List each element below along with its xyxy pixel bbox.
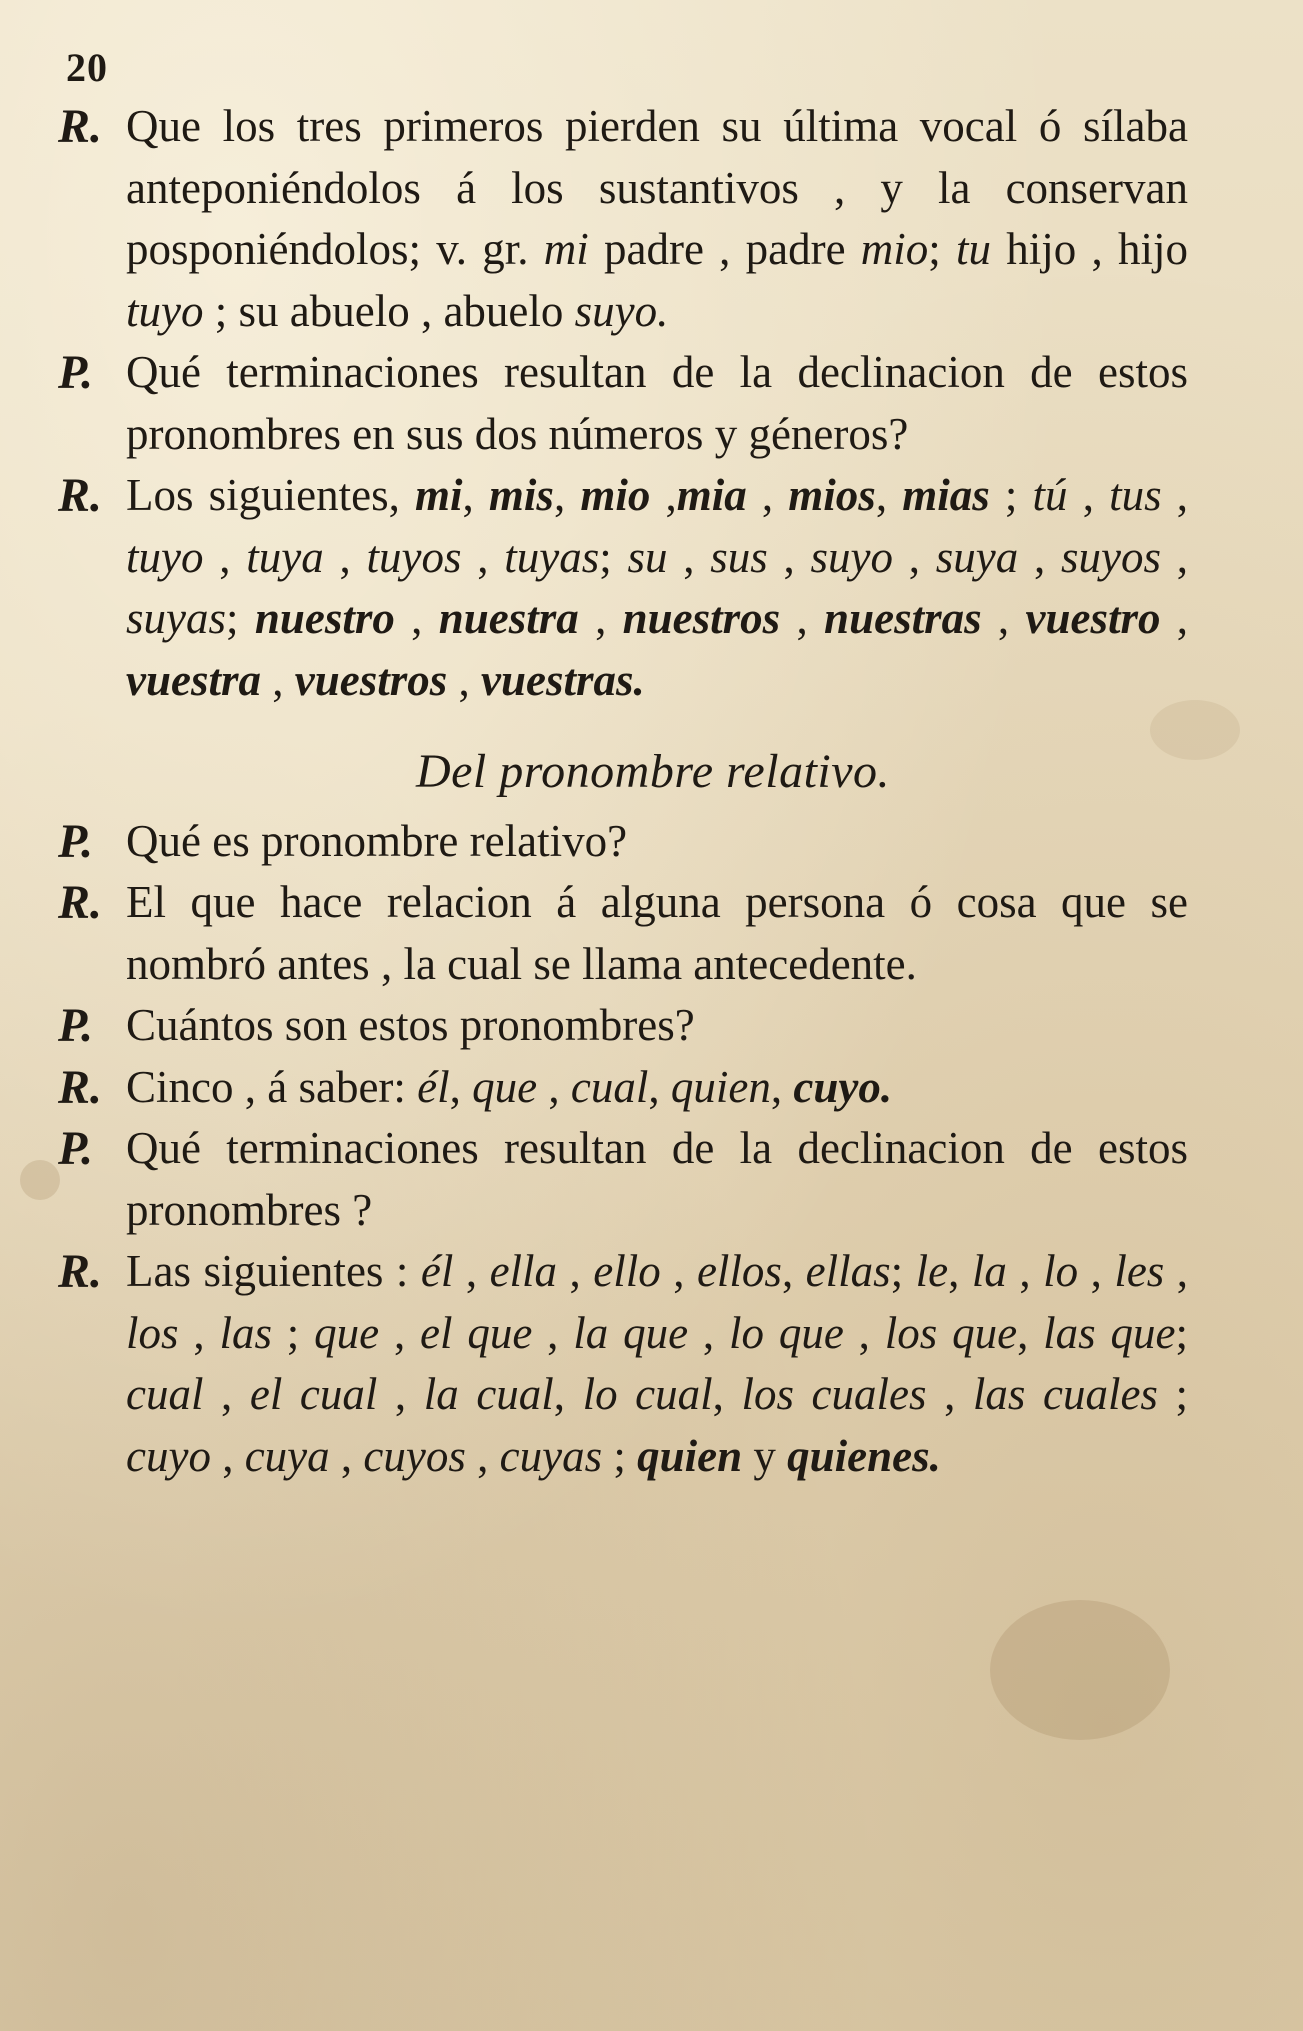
text-run: ; su abuelo , abuelo <box>203 285 575 336</box>
italic-term: tuyas <box>504 531 600 582</box>
text-run: , <box>1160 593 1189 643</box>
italic-term: mio <box>860 224 929 274</box>
italic-term: tuyos <box>366 531 462 582</box>
italic-term: que <box>472 1061 538 1112</box>
italic-term: las <box>219 1307 272 1358</box>
entry-text <box>126 872 1188 995</box>
text-run: ; <box>599 531 628 582</box>
italic-term: vuestra <box>126 654 261 705</box>
text-run: , <box>578 593 623 643</box>
italic-term: nuestras <box>824 593 982 643</box>
text-run: , <box>648 1061 671 1112</box>
text-run: , <box>767 531 811 582</box>
text-run: , <box>447 654 482 705</box>
italic-term: lo que <box>729 1307 844 1358</box>
answer-entry <box>58 1241 1188 1487</box>
italic-term: mio <box>580 470 651 520</box>
text-run: , <box>746 470 789 520</box>
question-entry <box>58 342 1188 465</box>
italic-term: la que <box>573 1307 689 1358</box>
italic-term: quien <box>670 1061 771 1112</box>
italic-term: él <box>417 1061 450 1112</box>
text-run: , <box>203 1369 250 1419</box>
italic-term: le <box>915 1246 949 1296</box>
entry-text <box>126 1241 1188 1487</box>
text-run: , <box>261 654 295 705</box>
question-entry <box>58 811 1188 873</box>
text-run: Qué es pronombre relativo? <box>126 815 628 866</box>
text-run: , <box>667 531 711 582</box>
italic-term: que <box>314 1307 380 1358</box>
answer-marker: R. <box>58 1245 103 1298</box>
text-run: , <box>1164 1246 1189 1296</box>
text-run: , <box>893 531 936 582</box>
italic-term: las cuales <box>972 1369 1158 1419</box>
italic-term: las que <box>1043 1307 1176 1358</box>
text-run: , <box>1161 470 1188 520</box>
italic-term: nuestros <box>622 593 781 643</box>
italic-term: tus <box>1109 470 1162 520</box>
text-run: , <box>453 1246 490 1296</box>
text-run: , <box>537 1061 571 1112</box>
italic-term: lo <box>1043 1246 1079 1296</box>
italic-term: nuestro <box>254 593 395 643</box>
italic-term: ello <box>593 1246 661 1296</box>
answer-entry <box>58 465 1188 711</box>
italic-term: tuyo <box>126 531 204 582</box>
text-run: y <box>742 1430 788 1481</box>
answer-entry <box>58 1057 1188 1119</box>
italic-term: cuyo <box>126 1430 211 1481</box>
question-marker: P. <box>58 999 94 1052</box>
entry-text <box>126 1057 1188 1119</box>
text-run: , <box>203 531 247 582</box>
italic-term: mios <box>788 470 876 520</box>
text-run: , <box>553 1369 583 1419</box>
answer-entry <box>58 872 1188 995</box>
text-run: , <box>461 531 505 582</box>
italic-term: él <box>420 1246 454 1296</box>
text-run: , <box>557 1246 594 1296</box>
question-marker: P. <box>58 814 94 868</box>
question-marker: P. <box>58 1122 94 1175</box>
italic-term: los <box>126 1307 179 1358</box>
text-run: ; <box>928 224 957 274</box>
text-run: , <box>1006 1246 1044 1296</box>
text-run: hijo , hijo <box>991 224 1188 274</box>
text-run: , <box>712 1369 742 1419</box>
italic-term: mi <box>415 470 463 520</box>
text-run: , <box>329 1430 364 1481</box>
italic-term: tuyo <box>126 285 204 336</box>
text-run: Cinco , á saber: <box>126 1061 418 1112</box>
italic-term: suyo. <box>574 285 669 336</box>
italic-term: tuya <box>246 531 324 582</box>
italic-term: ellos <box>696 1246 782 1296</box>
italic-term: vuestras. <box>481 654 645 705</box>
answer-marker: R. <box>58 876 103 929</box>
question-marker: P. <box>58 346 94 399</box>
italic-term: lo cual <box>582 1369 713 1419</box>
text-run: El que hace relacion á alguna persona ó cosa que se nombró antes , la cual se llama antecedente. <box>126 877 1188 989</box>
italic-term: cuyo. <box>793 1061 893 1112</box>
italic-term: mis <box>488 470 554 520</box>
entry-text <box>126 342 1188 465</box>
text-run: , <box>660 1246 697 1296</box>
italic-term: les <box>1114 1246 1165 1296</box>
italic-term: nuestra <box>438 593 579 643</box>
italic-term: sus <box>710 531 768 582</box>
text-run: , <box>462 470 489 520</box>
page-number: 20 <box>66 45 108 90</box>
italic-term: suya <box>935 531 1019 582</box>
text-run: ; <box>271 1307 315 1358</box>
italic-term: cual <box>126 1369 204 1419</box>
text-run: Qué terminaciones resultan de la declinacion de estos pronombres en sus dos números y géneros? <box>126 347 1188 459</box>
italic-term: mia <box>676 470 747 520</box>
section-heading: Del pronombre relativo. <box>415 745 891 798</box>
text-run: Las siguientes : <box>126 1246 421 1296</box>
italic-term: los cuales <box>741 1369 927 1419</box>
text-run: , <box>688 1307 729 1358</box>
answer-marker: R. <box>58 1060 103 1114</box>
text-run: , <box>875 470 903 520</box>
answer-marker: R. <box>58 100 103 153</box>
text-run: , <box>781 1246 806 1296</box>
text-run: , <box>650 470 677 520</box>
italic-term: los que <box>884 1307 1018 1358</box>
text-run: , <box>394 593 439 643</box>
text-run: , <box>981 593 1026 643</box>
text-run: ; <box>1175 1307 1188 1358</box>
text-run: Cuántos son estos pronombres? <box>126 1000 695 1050</box>
text-run: ; <box>1157 1369 1189 1419</box>
text-run: Qué terminaciones resultan de la declinacion de estos pronombres ? <box>126 1123 1188 1235</box>
paper-stain <box>990 1600 1170 1740</box>
entry-text <box>126 96 1188 342</box>
text-run: padre , padre <box>588 224 861 274</box>
answer-entry <box>58 96 1188 342</box>
italic-term: ella <box>489 1246 558 1296</box>
text-run: , <box>1017 1307 1044 1358</box>
entry-text <box>126 465 1188 711</box>
text-run: Los siguientes, <box>126 470 416 520</box>
text-run: , <box>843 1307 885 1358</box>
text-run: , <box>1067 470 1110 520</box>
italic-term: cuya <box>244 1430 330 1481</box>
italic-term: su <box>627 531 668 582</box>
italic-term: quien <box>637 1430 743 1481</box>
entry-text <box>126 811 1188 873</box>
italic-term: la cual <box>423 1369 554 1419</box>
text-run: ; <box>226 593 255 643</box>
italic-term: la <box>971 1246 1007 1296</box>
italic-term: vuestros <box>294 654 448 705</box>
question-entry <box>58 1118 1188 1241</box>
text-run: ; <box>602 1430 638 1481</box>
entry-text <box>126 1118 1188 1241</box>
text-run: , <box>377 1369 424 1419</box>
italic-term: suyas <box>126 593 226 643</box>
text-run: , <box>532 1307 574 1358</box>
text-run: , <box>1018 531 1062 582</box>
italic-term: mi <box>543 224 589 274</box>
italic-term: tú <box>1032 470 1068 520</box>
text-run: ; <box>989 470 1033 520</box>
answer-marker: R. <box>58 469 103 522</box>
text-run: , <box>1161 531 1189 582</box>
text-run: , <box>449 1061 473 1112</box>
italic-term: tu <box>956 224 992 274</box>
italic-term: mias <box>902 470 990 520</box>
main-text <box>58 96 1188 1487</box>
text-run: , <box>770 1061 794 1112</box>
text-run: , <box>465 1430 500 1481</box>
italic-term: el que <box>420 1307 533 1358</box>
text-run: , <box>379 1307 421 1358</box>
question-entry <box>58 995 1188 1057</box>
italic-term: cual <box>570 1061 649 1112</box>
text-run: , <box>323 531 367 582</box>
italic-term: ellas <box>805 1246 891 1296</box>
text-run: , <box>1078 1246 1115 1296</box>
text-run: , <box>926 1369 973 1419</box>
italic-term: el cual <box>249 1369 378 1419</box>
italic-term: suyo <box>810 531 894 582</box>
italic-term: vuestro <box>1025 593 1161 643</box>
text-run: , <box>780 593 825 643</box>
paper-stain <box>20 1160 60 1200</box>
italic-term: quienes. <box>787 1430 941 1481</box>
text-run: , <box>210 1430 245 1481</box>
text-run: Que los tres primeros pierden su última vocal ó sílaba anteponiéndolos á los sustantivos , y la conservan posponiéndolos; v. gr. <box>126 101 1188 274</box>
text-run: ; <box>890 1246 916 1296</box>
italic-term: cuyos <box>363 1430 466 1481</box>
italic-term: cuyas <box>499 1430 603 1481</box>
text-run: , <box>553 470 581 520</box>
text-run: , <box>948 1246 972 1296</box>
text-run: , <box>178 1307 220 1358</box>
entry-text <box>126 995 1188 1057</box>
italic-term: suyos <box>1061 531 1162 582</box>
